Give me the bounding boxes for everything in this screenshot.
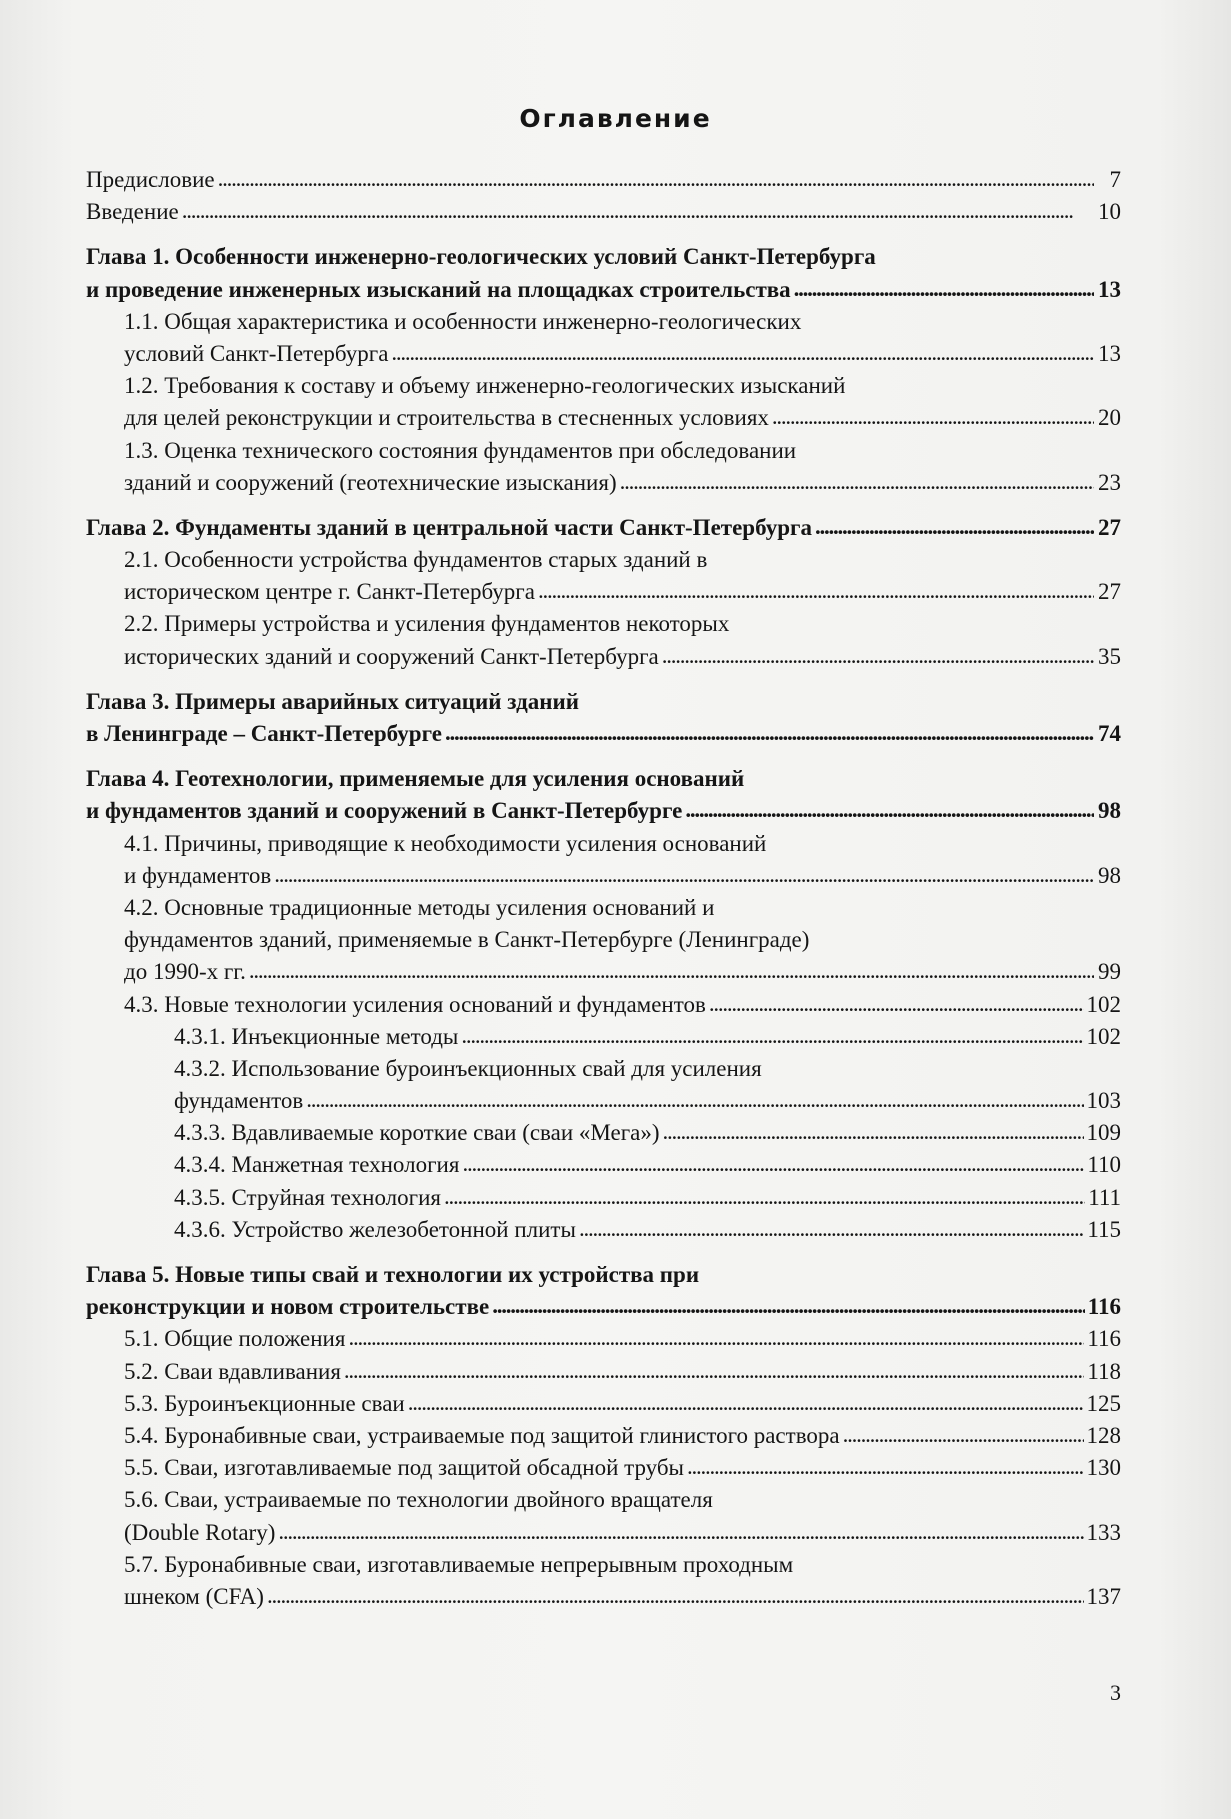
toc-entry-line <box>86 241 1121 273</box>
toc-entry-text: и фундаментов <box>124 862 272 888</box>
toc-entry-line <box>124 956 1121 988</box>
toc-entry-line <box>174 1149 1121 1181</box>
toc-entry-text: Предисловие <box>86 167 215 192</box>
toc-entry-text: Глава 2. Фундаменты зданий в центральной части Санкт-Петербурга <box>86 514 812 540</box>
toc-entry <box>86 608 1121 672</box>
toc-entry <box>86 1214 1121 1246</box>
toc-entry-text: (Double Rotary) <box>124 1519 276 1545</box>
toc-entry-text: 4.3.2. Использование буроинъекционных свай для усиления <box>174 1055 762 1081</box>
dot-leader <box>391 337 1094 369</box>
toc-entry-text: зданий и сооружений (геотехнические изыскания) <box>124 469 617 495</box>
dot-leader <box>843 1419 1084 1451</box>
toc-entry-text: 4.3.3. Вдавливаемые короткие сваи (сваи «Мега») <box>174 1120 660 1146</box>
toc-entry-line <box>124 1484 1121 1516</box>
toc-page-number: 99 <box>1098 959 1121 985</box>
toc-entry-text: Глава 1. Особенности инженерно-геологических условий Санкт-Петербурга <box>86 244 876 270</box>
page-number: 3 <box>1110 1680 1121 1705</box>
toc-page-number: 23 <box>1098 469 1121 495</box>
toc-page-number: 116 <box>1087 1294 1121 1320</box>
dot-leader <box>274 859 1094 891</box>
toc-entry <box>86 544 1121 608</box>
toc-entry-text: 5.6. Сваи, устраиваемые по технологии двойного вращателя <box>124 1487 713 1513</box>
toc-entry-text: 5.7. Буронабивные сваи, изготавливаемые непрерывным проходным <box>124 1551 794 1577</box>
toc-entry <box>86 1388 1121 1420</box>
dot-leader <box>278 1516 1083 1548</box>
dot-leader <box>620 466 1094 498</box>
toc-chapter-entry <box>86 686 1121 750</box>
toc-entry-line <box>124 1581 1121 1613</box>
toc-entry-text: 5.5. Сваи, изготавливаемые под защитой обсадной трубы <box>124 1455 685 1481</box>
toc-page-number: 27 <box>1098 579 1121 605</box>
toc-entry-text: фундаментов зданий, применяемые в Санкт-Петербурге (Ленинграде) <box>124 927 810 953</box>
toc-entry-line <box>124 402 1121 434</box>
toc-entry-line <box>124 608 1121 640</box>
toc-entry-line <box>174 1053 1121 1085</box>
toc-entry-text: условий Санкт-Петербурга <box>124 340 389 366</box>
dot-leader <box>408 1387 1084 1419</box>
toc-entry-text: 4.3. Новые технологии усиления оснований и фундаментов <box>124 991 706 1017</box>
toc-entry-line <box>124 860 1121 892</box>
toc-entry-line <box>124 989 1121 1021</box>
toc-entry-text: 5.3. Буроинъекционные сваи <box>124 1390 405 1416</box>
toc-entry-text: 5.2. Сваи вдавливания <box>124 1358 341 1384</box>
toc-entry-line <box>124 576 1121 608</box>
toc-entry-text: исторических зданий и сооружений Санкт-Петербурга <box>124 643 659 669</box>
toc-entry-text: 2.2. Примеры устройства и усиления фундаментов некоторых <box>124 611 730 637</box>
toc-entry-line <box>124 1420 1121 1452</box>
toc-entry-line <box>124 370 1121 402</box>
toc-page-number: 109 <box>1086 1120 1121 1146</box>
toc-entry-line <box>86 718 1121 750</box>
toc-entry <box>86 1021 1121 1053</box>
toc-page-number: 115 <box>1087 1216 1121 1242</box>
toc-entry-text: 4.1. Причины, приводящие к необходимости усиления оснований <box>124 830 767 856</box>
toc-entry-text: Глава 5. Новые типы свай и технологии их устройства при <box>86 1262 700 1287</box>
toc-entry-line <box>124 828 1121 860</box>
toc-entry-text: для целей реконструкции и строительства в стесненных условиях <box>124 405 769 431</box>
toc-entry <box>86 196 1121 228</box>
toc-chapter-entry <box>86 1259 1121 1323</box>
toc-entry-line <box>174 1182 1121 1214</box>
toc-entry-text: 2.1. Особенности устройства фундаментов старых зданий в <box>124 547 708 573</box>
toc-entry-line <box>86 512 1121 544</box>
toc-entry-text: до 1990-х гг. <box>124 959 246 985</box>
toc-entry-text: 1.3. Оценка технического состояния фундаментов при обследовании <box>124 437 797 463</box>
toc-entry-line <box>124 1452 1121 1484</box>
toc-entry-text: Глава 4. Геотехнологии, применяемые для усиления оснований <box>86 766 745 792</box>
toc-page-number: 116 <box>1087 1326 1121 1352</box>
toc-chapter-entry <box>86 763 1121 827</box>
toc-entry-line <box>124 338 1121 370</box>
dot-leader <box>218 163 1094 195</box>
dot-leader <box>444 1181 1085 1213</box>
toc-entry-line <box>124 1323 1121 1355</box>
toc-page-number: 74 <box>1098 721 1121 746</box>
toc-entry-text: 4.2. Основные традиционные методы усиления оснований и <box>124 894 715 920</box>
toc-title: Оглавление <box>519 104 712 133</box>
toc-page-number: 98 <box>1098 862 1121 888</box>
dot-leader <box>348 1322 1084 1354</box>
toc-page-number: 20 <box>1098 405 1121 431</box>
toc-entry <box>86 828 1121 892</box>
toc-entry-line <box>86 274 1121 306</box>
toc-entry-line <box>86 164 1121 196</box>
toc-entry-text: 1.2. Требования к составу и объему инженерно-геологических изысканий <box>124 373 846 399</box>
dot-leader <box>538 575 1094 607</box>
toc-entry-line <box>124 892 1121 924</box>
toc-page-number: 110 <box>1087 1152 1121 1178</box>
toc-entry-text: историческом центре г. Санкт-Петербурга <box>124 579 535 605</box>
toc-entry-line <box>124 1388 1121 1420</box>
dot-leader <box>794 273 1094 305</box>
toc-page-number: 103 <box>1086 1088 1121 1114</box>
toc-entry-text: Глава 3. Примеры аварийных ситуаций зданий <box>86 688 579 714</box>
dot-leader <box>492 1290 1085 1322</box>
toc-entry-text: шнеком (CFA) <box>124 1583 264 1609</box>
toc-entry-line <box>124 1517 1121 1549</box>
dot-leader <box>687 1451 1083 1483</box>
toc-page-number: 118 <box>1087 1358 1121 1384</box>
toc-entry <box>86 1420 1121 1452</box>
toc-entry <box>86 164 1121 196</box>
toc-page-number: 13 <box>1098 340 1121 366</box>
table-of-contents <box>86 164 1121 1613</box>
toc-entry-text: в Ленинграде – Санкт-Петербурге <box>86 721 442 746</box>
toc-entry <box>86 306 1121 370</box>
dot-leader <box>249 955 1094 987</box>
toc-entry <box>86 892 1121 989</box>
toc-page-number: 137 <box>1086 1583 1121 1609</box>
toc-entry <box>86 989 1121 1021</box>
toc-entry-line <box>174 1021 1121 1053</box>
toc-entry <box>86 1149 1121 1181</box>
toc-page-number: 102 <box>1086 991 1121 1017</box>
toc-entry-text: фундаментов <box>174 1088 304 1114</box>
dot-leader <box>685 794 1094 826</box>
toc-chapter-entry <box>86 512 1121 544</box>
toc-entry-line <box>124 467 1121 499</box>
toc-entry-line <box>124 1549 1121 1581</box>
dot-leader <box>306 1084 1083 1116</box>
toc-entry-line <box>174 1085 1121 1117</box>
toc-entry-line <box>86 763 1121 795</box>
toc-page-number: 133 <box>1086 1519 1121 1545</box>
dot-leader <box>815 511 1094 543</box>
dot-leader <box>709 988 1084 1020</box>
toc-entry-line <box>124 544 1121 576</box>
toc-entry <box>86 1484 1121 1548</box>
toc-entry <box>86 1356 1121 1388</box>
toc-entry <box>86 1053 1121 1117</box>
toc-page-number: 128 <box>1086 1422 1121 1448</box>
dot-leader <box>445 717 1094 749</box>
toc-entry-text: и проведение инженерных изысканий на площадках строительства <box>86 276 791 302</box>
dot-leader <box>267 1580 1084 1612</box>
toc-entry-line <box>174 1214 1121 1246</box>
toc-page-number: 125 <box>1086 1390 1121 1416</box>
toc-entry-text: реконструкции и новом строительстве <box>86 1294 490 1320</box>
dot-leader <box>182 195 1094 227</box>
toc-entry-text: 5.1. Общие положения <box>124 1326 346 1352</box>
toc-entry-line <box>124 306 1121 338</box>
toc-entry-text: 5.4. Буронабивные сваи, устраиваемые под защитой глинистого раствора <box>124 1422 840 1448</box>
toc-chapter-entry <box>86 241 1121 305</box>
toc-entry-line <box>86 795 1121 827</box>
dot-leader <box>772 401 1094 433</box>
toc-page-number: 130 <box>1086 1455 1121 1481</box>
toc-page-number: 102 <box>1086 1023 1121 1049</box>
toc-entry-line <box>86 686 1121 718</box>
dot-leader <box>462 1148 1084 1180</box>
toc-entry-text: 1.1. Общая характеристика и особенности инженерно-геологических <box>124 308 802 334</box>
toc-entry <box>86 1323 1121 1355</box>
toc-entry <box>86 370 1121 434</box>
toc-entry-line <box>174 1117 1121 1149</box>
toc-entry-line <box>124 641 1121 673</box>
toc-page-number: 27 <box>1098 514 1121 540</box>
toc-entry-text: Введение <box>86 199 179 225</box>
toc-entry-text: и фундаментов зданий и сооружений в Санкт-Петербурге <box>86 798 683 824</box>
toc-entry-line <box>124 1356 1121 1388</box>
dot-leader <box>344 1355 1084 1387</box>
toc-entry-text: 4.3.1. Инъекционные методы <box>174 1023 459 1049</box>
dot-leader <box>663 1116 1084 1148</box>
toc-entry-line <box>86 196 1121 228</box>
toc-page-number: 10 <box>1098 199 1121 225</box>
toc-page-number: 35 <box>1098 643 1121 669</box>
toc-entry-line <box>86 1291 1121 1323</box>
toc-entry-line <box>86 1259 1121 1291</box>
toc-page-number: 111 <box>1088 1184 1121 1210</box>
dot-leader <box>461 1020 1083 1052</box>
toc-page-number: 98 <box>1098 798 1121 824</box>
toc-entry-text: 4.3.4. Манжетная технология <box>174 1152 460 1178</box>
toc-entry-line <box>124 435 1121 467</box>
toc-entry <box>86 435 1121 499</box>
toc-entry-text: 4.3.6. Устройство железобетонной плиты <box>174 1216 576 1242</box>
toc-page-number: 7 <box>1109 167 1121 192</box>
toc-entry <box>86 1182 1121 1214</box>
dot-leader <box>579 1213 1084 1245</box>
toc-entry-text: 4.3.5. Струйная технология <box>174 1184 441 1210</box>
toc-entry <box>86 1452 1121 1484</box>
toc-entry-line <box>124 924 1121 956</box>
dot-leader <box>662 640 1094 672</box>
toc-page-number: 13 <box>1098 276 1121 302</box>
toc-entry <box>86 1117 1121 1149</box>
toc-entry <box>86 1549 1121 1613</box>
